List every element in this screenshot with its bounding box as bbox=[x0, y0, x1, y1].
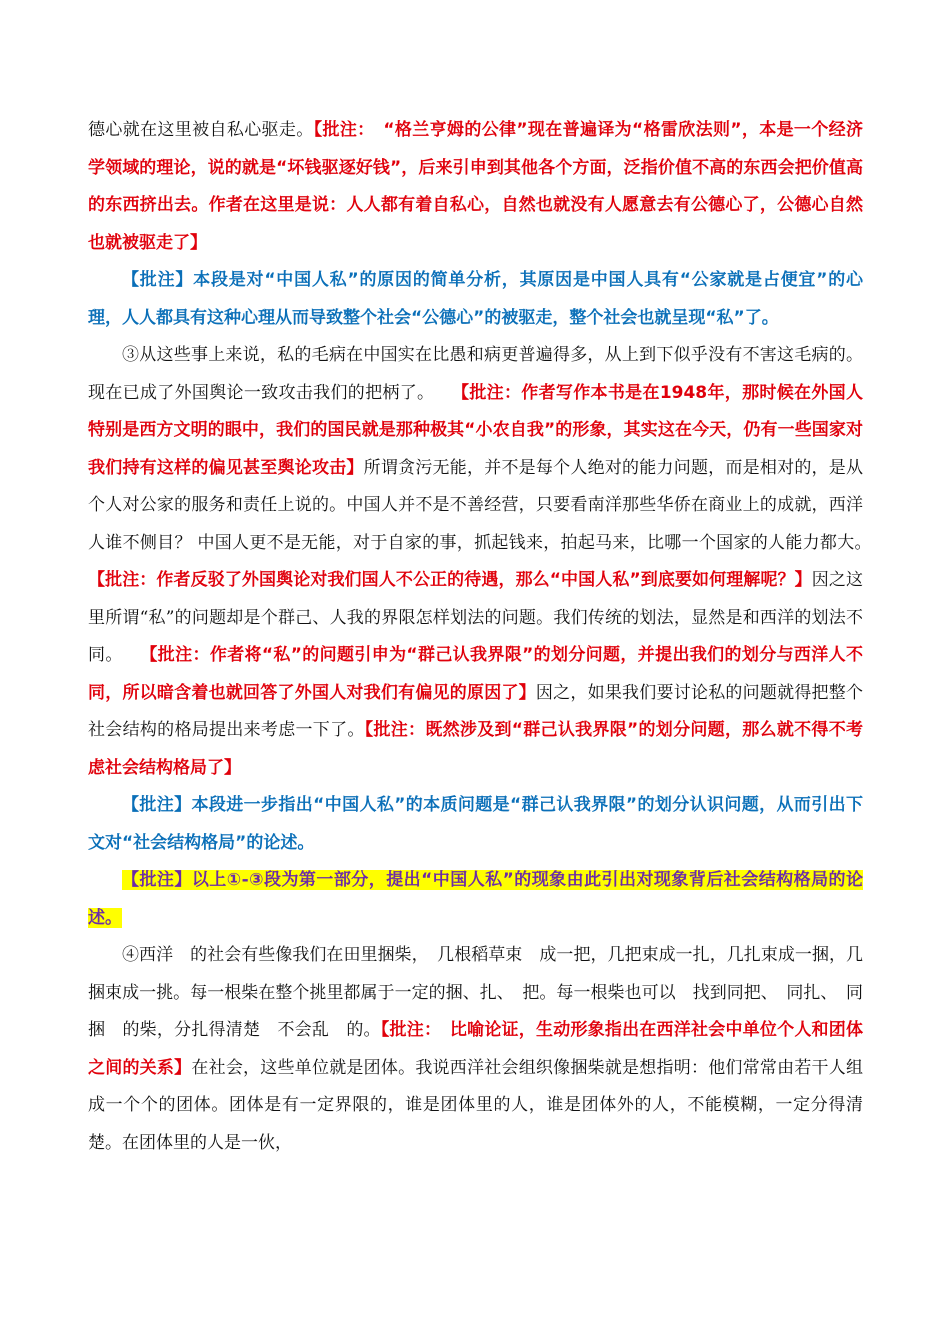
annotation-red: 【批注： 比喻论证，生动形象指出在西洋社会中单位个人和团体之间的关系】 bbox=[88, 1020, 864, 1078]
body-text: ④西洋 的社会有些像我们在田里捆柴， 几根稻草束 成一把，几把束成一扎，几扎束成一捆，几捆束成一挑。每一根柴在整个挑里都属于一定的捆、扎、 把。每一根柴也可以 找到同把、 同扎、 同捆 的柴，分扎得清楚 不会乱 的。 bbox=[88, 945, 863, 1040]
document-page bbox=[88, 112, 897, 1162]
annotation-blue: 【批注】本段进一步指出“中国人私”的本质问题是“群己认我界限”的划分认识问题，从而引出下文对“社会结构格局”的论述。 bbox=[88, 795, 863, 853]
paragraph-4 bbox=[88, 787, 863, 862]
paragraph-3 bbox=[88, 337, 897, 787]
annotation-red: 【批注：作者写作本书是在1948年，那时候在外国人特别是西方文明的眼中，我们的国民就是那种极其“小农自我”的形象，其实这在今天，仍有一些国家对我们持有这样的偏见甚至舆论攻击】 bbox=[88, 382, 863, 478]
annotation-red: 【批注：作者将“私”的问题引申为“群己认我界限”的划分问题，并提出我们的划分与西洋人不同，所以暗含着也就回答了外国人对我们有偏见的原因了】 bbox=[88, 645, 863, 703]
paragraph-6 bbox=[88, 937, 863, 1162]
paragraph-1 bbox=[88, 112, 863, 262]
body-text: 德心就在这里被自私心驱走。 bbox=[88, 120, 314, 140]
body-text: 在社会，这些单位就是团体。我说西洋社会组织像捆柴就是想指明：他们常常由若干人组成一个个的团体。团体是有一定界限的，谁是团体里的人，谁是团体外的人，不能模糊，一定分得清楚。在团体里的人是一伙， bbox=[88, 1057, 864, 1153]
annotation-red: 【批注： “格兰亨姆的公律”现在普遍译为“格雷欣法则”，本是一个经济学领域的理论，说的就是“坏钱驱逐好钱”，后来引申到其他各个方面，泛指价值不高的东西会把价值高的东西挤出去。作者在这里是说：人人都有着自私心，自然也就没有人愿意去有公德心了，公德心自然也就被驱走了】 bbox=[88, 120, 863, 253]
body-text: 因之，如果我们要讨论私的问题就得把整个社会结构的格局提出来考虑一下了。 bbox=[88, 682, 864, 740]
paragraph-5 bbox=[88, 862, 863, 937]
body-text: ③从这些事上来说，私的毛病在中国实在比愚和病更普遍得多，从上到下似乎没有不害这毛病的。现在已成了外国舆论一致攻击我们的把柄了。 bbox=[88, 345, 863, 403]
annotation-blue: 【批注】本段是对“中国人私”的原因的简单分析，其原因是中国人具有“公家就是占便宜”的心理，人人都具有这种心理从而导致整个社会“公德心”的被驱走，整个社会也就呈现“私”了。 bbox=[88, 270, 863, 328]
annotation-highlighted: 【批注】以上①-③段为第一部分，提出“中国人私”的现象由此引出对现象背后社会结构格局的论述。 bbox=[88, 870, 863, 928]
annotation-red: 【批注：作者反驳了外国舆论对我们国人不公正的待遇，那么“中国人私”到底要如何理解呢？】 bbox=[88, 570, 812, 590]
paragraph-2 bbox=[88, 262, 863, 337]
body-text: 因之这里所谓“私”的问题却是个群己、人我的界限怎样划法的问题。我们传统的划法，显然是和西洋的划法不同。 bbox=[88, 570, 863, 665]
annotation-red: 【批注：既然涉及到“群己认我界限”的划分问题，那么就不得不考虑社会结构格局了】 bbox=[88, 720, 863, 778]
body-text: 所谓贪污无能，并不是每个人绝对的能力问题，而是相对的，是从个人对公家的服务和责任上说的。中国人并不是不善经营，只要看南洋那些华侨在商业上的成就，西洋人谁不侧目？ 中国人更不是无能，对于自家的事，抓起钱来，拍起马来，比哪一个国家的人能力都大。 bbox=[88, 457, 897, 553]
